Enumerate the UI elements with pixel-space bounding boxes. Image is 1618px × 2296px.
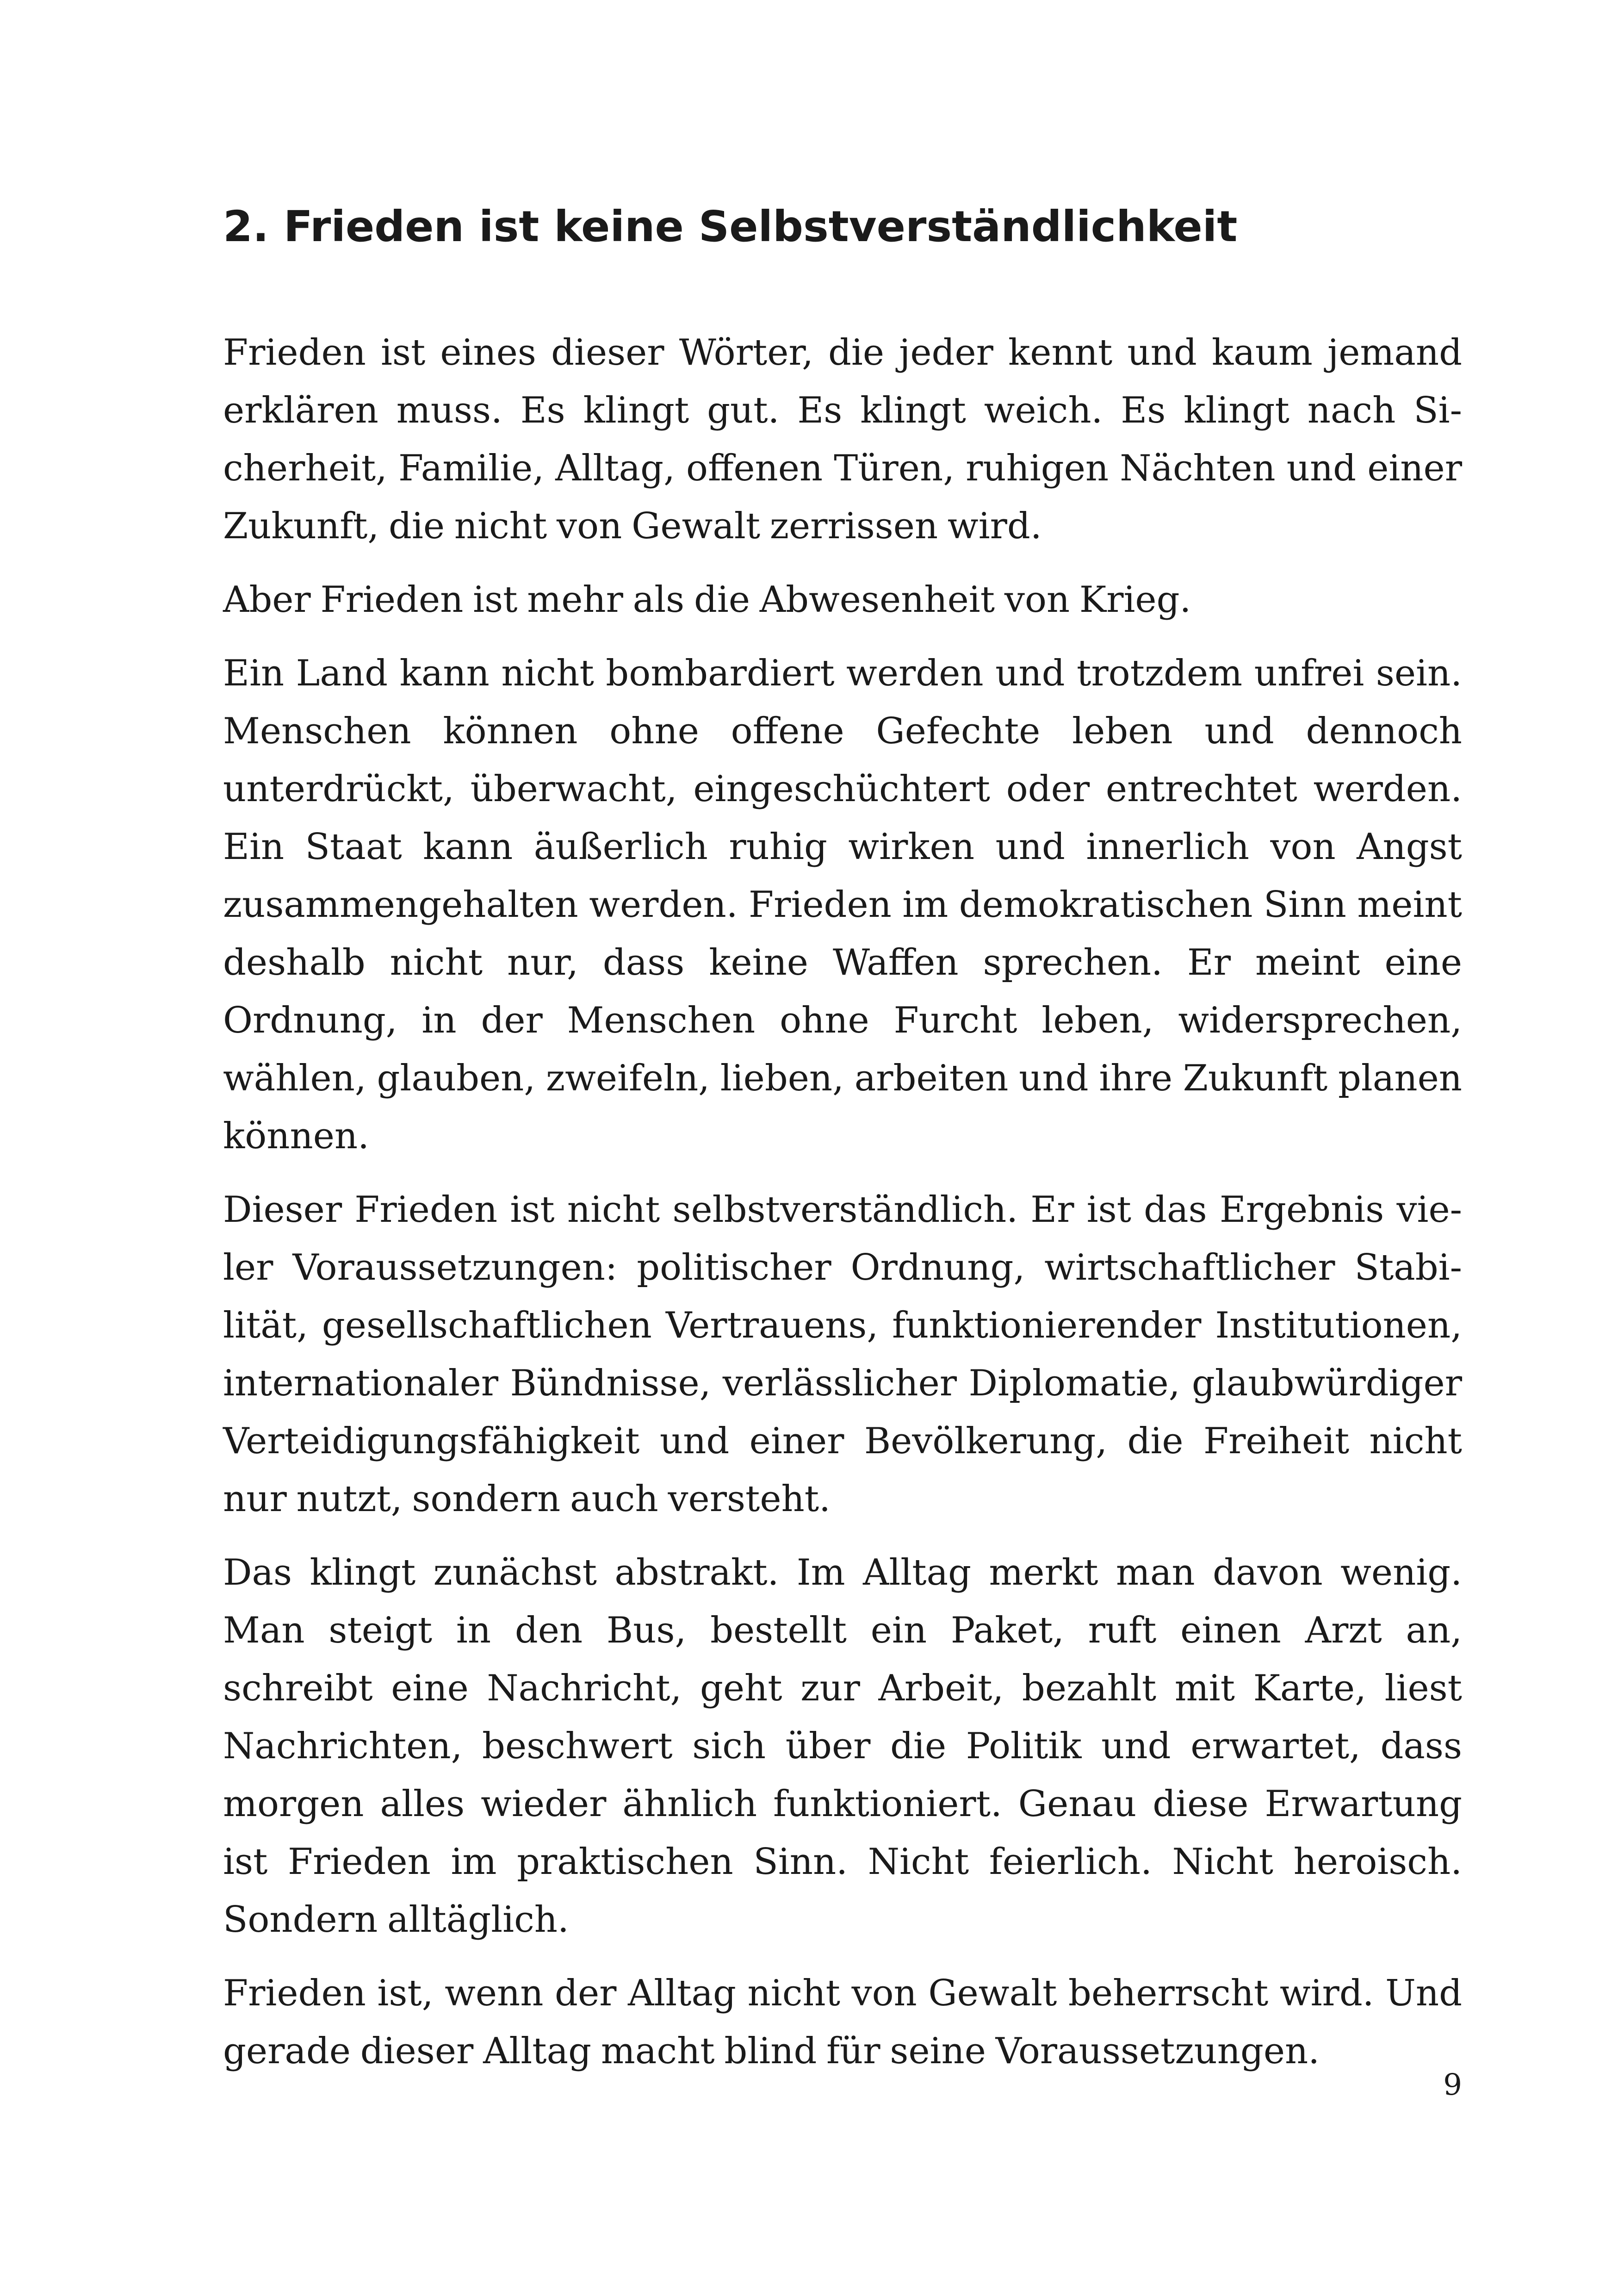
paragraph: Ein Land kann nicht bombardiert werden und trotzdem unfrei sein. Menschen können ohne offene Gefechte leben und dennoch unterdrückt, überwacht, eingeschüchtert oder entrechtet werden. Ein Staat kann äußerlich ruhig wirken und innerlich von Angst zusammengehalten werden. Frieden im demokratischen Sinn meint deshalb nicht nur, dass keine Waffen sprechen. Er meint eine Ordnung, in der Menschen ohne Furcht leben, widersprechen, wählen, glauben, zweifeln, lieben, arbeiten und ihre Zukunft planen können. (223, 653, 1462, 1157)
page-number: 9 (1443, 2068, 1462, 2102)
chapter-title: 2. Frieden ist keine Selbstverständlichkeit (223, 202, 1238, 251)
paragraph: Dieser Frieden ist nicht selbstverständlich. Er ist das Ergebnis vieler Voraussetzungen: politischer Ordnung, wirtschaftlicher Stabilität, gesellschaftlichen Vertrauens, funktionierender Institutionen, internationaler Bündnisse, verlässlicher Diplomatie, glaubwürdiger Verteidigungsfähigkeit und einer Bevölkerung, die Freiheit nicht nur nutzt, sondern auch versteht. (223, 1189, 1462, 1520)
paragraph: Frieden ist, wenn der Alltag nicht von Gewalt beherrscht wird. Und gerade dieser Alltag macht blind für seine Voraussetzungen. (223, 1972, 1462, 2072)
paragraph: Frieden ist eines dieser Wörter, die jeder kennt und kaum jemand erklären muss. Es klingt gut. Es klingt weich. Es klingt nach Sicherheit, Familie, Alltag, offenen Türen, ruhigen Nächten und einer Zukunft, die nicht von Gewalt zerrissen wird. (223, 332, 1462, 547)
paragraph: Aber Frieden ist mehr als die Abwesenheit von Krieg. (223, 579, 1191, 621)
chapter-body (223, 324, 1462, 2096)
paragraph: Das klingt zunächst abstrakt. Im Alltag merkt man davon wenig. Man steigt in den Bus, bestellt ein Paket, ruft einen Arzt an, schreibt eine Nachricht, geht zur Arbeit, bezahlt mit Karte, liest Nachrichten, beschwert sich über die Politik und erwartet, dass morgen alles wieder ähnlich funktioniert. Genau diese Erwartung ist Frieden im praktischen Sinn. Nicht feierlich. Nicht heroisch. Sondern alltäglich. (223, 1552, 1462, 1941)
